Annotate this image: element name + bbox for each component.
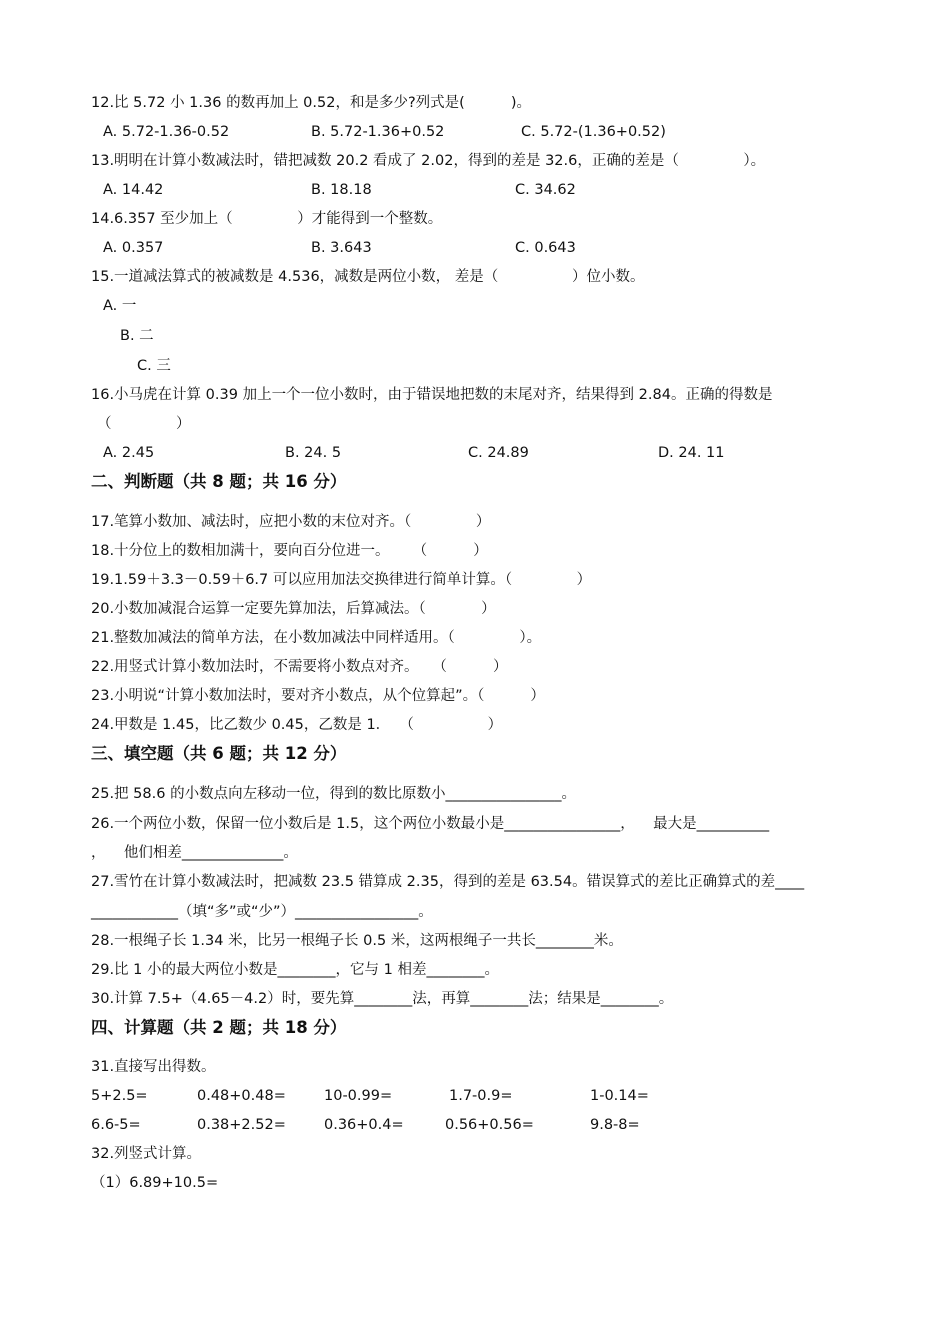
q15-stem: 15.一道减法算式的被减数是 4.536，减数是两位小数， 差是（ ）位小数。 xyxy=(91,269,645,285)
q13-option-b: B. 18.18 xyxy=(311,182,372,198)
q12-stem: 12.比 5.72 小 1.36 的数再加上 0.52，和是多少?列式是( )。 xyxy=(91,95,532,111)
section-3-title: 三、填空题（共 6 题；共 12 分） xyxy=(91,744,347,763)
q26-line-1: 26.一个两位小数，保留一位小数后是 1.5，这个两位小数最小是________________， 最大是__________ xyxy=(91,816,770,832)
q16-option-d: D. 24. 11 xyxy=(658,445,725,461)
q29: 29.比 1 小的最大两位小数是________，它与 1 相差________。 xyxy=(91,962,499,978)
section-4-title: 四、计算题（共 2 题；共 18 分） xyxy=(91,1018,347,1037)
q31: 31.直接写出得数。 xyxy=(91,1059,216,1075)
q12-option-b: B. 5.72-1.36+0.52 xyxy=(311,124,445,140)
q12-option-a: A. 5.72-1.36-0.52 xyxy=(103,124,230,140)
q16-stem: 16.小马虎在计算 0.39 加上一个一位小数时，由于错误地把数的末尾对齐，结果得到 2.84。正确的得数是 xyxy=(91,387,773,403)
q17: 17.笔算小数加、减法时，应把小数的末位对齐。（ ） xyxy=(91,514,491,530)
q16-stem-continued: （ ） xyxy=(97,416,191,432)
q28: 28.一根绳子长 1.34 米，比另一根绳子长 0.5 米，这两根绳子一共长________米。 xyxy=(91,933,623,949)
calc-r1-c1: 5+2.5= xyxy=(91,1088,148,1104)
q15-option-c: C. 三 xyxy=(137,358,171,374)
calc-r2-c3: 0.36+0.4= xyxy=(324,1117,404,1133)
q20: 20.小数加减混合运算一定要先算加法，后算减法。（ ） xyxy=(91,601,496,617)
q25: 25.把 58.6 的小数点向左移动一位，得到的数比原数小________________。 xyxy=(91,786,577,802)
q26-line-2: ， 他们相差______________。 xyxy=(91,845,298,861)
q14-option-c: C. 0.643 xyxy=(515,240,576,256)
section-2-title: 二、判断题（共 8 题；共 16 分） xyxy=(91,472,347,491)
q16-option-c: C. 24.89 xyxy=(468,445,529,461)
q32-part-1: （1）6.89+10.5= xyxy=(91,1175,219,1191)
calc-r2-c1: 6.6-5= xyxy=(91,1117,141,1133)
q13-stem: 13.明明在计算小数减法时，错把减数 20.2 看成了 2.02，得到的差是 32.6，正确的差是（ ）。 xyxy=(91,153,766,169)
calc-r1-c5: 1-0.14= xyxy=(590,1088,649,1104)
calc-r2-c4: 0.56+0.56= xyxy=(445,1117,534,1133)
q27-line-2: ____________（填“多”或“少”）_________________。 xyxy=(91,904,433,920)
q15-option-a: A. 一 xyxy=(103,298,137,314)
q16-option-a: A. 2.45 xyxy=(103,445,155,461)
q19: 19.1.59＋3.3－0.59＋6.7 可以应用加法交换律进行简单计算。（ ） xyxy=(91,572,592,588)
q23: 23.小明说“计算小数加法时，要对齐小数点，从个位算起”。（ ） xyxy=(91,688,545,704)
calc-r2-c5: 9.8-8= xyxy=(590,1117,640,1133)
q22: 22.用竖式计算小数加法时，不需要将小数点对齐。 （ ） xyxy=(91,659,508,675)
q14-option-b: B. 3.643 xyxy=(311,240,372,256)
q14-option-a: A. 0.357 xyxy=(103,240,164,256)
calc-r1-c2: 0.48+0.48= xyxy=(197,1088,286,1104)
q12-option-c: C. 5.72-(1.36+0.52) xyxy=(521,124,666,140)
q30: 30.计算 7.5+（4.65－4.2）时，要先算________法，再算________法；结果是________。 xyxy=(91,991,674,1007)
q13-option-a: A. 14.42 xyxy=(103,182,164,198)
q16-option-b: B. 24. 5 xyxy=(285,445,342,461)
q13-option-c: C. 34.62 xyxy=(515,182,576,198)
calc-r1-c3: 10-0.99= xyxy=(324,1088,393,1104)
q32: 32.列竖式计算。 xyxy=(91,1146,202,1162)
q14-stem: 14.6.357 至少加上（ ）才能得到一个整数。 xyxy=(91,211,443,227)
q24: 24.甲数是 1.45，比乙数少 0.45，乙数是 1． （ ） xyxy=(91,717,503,733)
q15-option-b: B. 二 xyxy=(120,328,154,344)
calc-r2-c2: 0.38+2.52= xyxy=(197,1117,286,1133)
q18: 18.十分位上的数相加满十，要向百分位进一。 （ ） xyxy=(91,543,488,559)
q21: 21.整数加减法的简单方法，在小数加减法中同样适用。（ ）。 xyxy=(91,630,542,646)
calc-r1-c4: 1.7-0.9= xyxy=(449,1088,513,1104)
q27-line-1: 27.雪竹在计算小数减法时，把减数 23.5 错算成 2.35，得到的差是 63.54。错误算式的差比正确算式的差____ xyxy=(91,874,805,890)
